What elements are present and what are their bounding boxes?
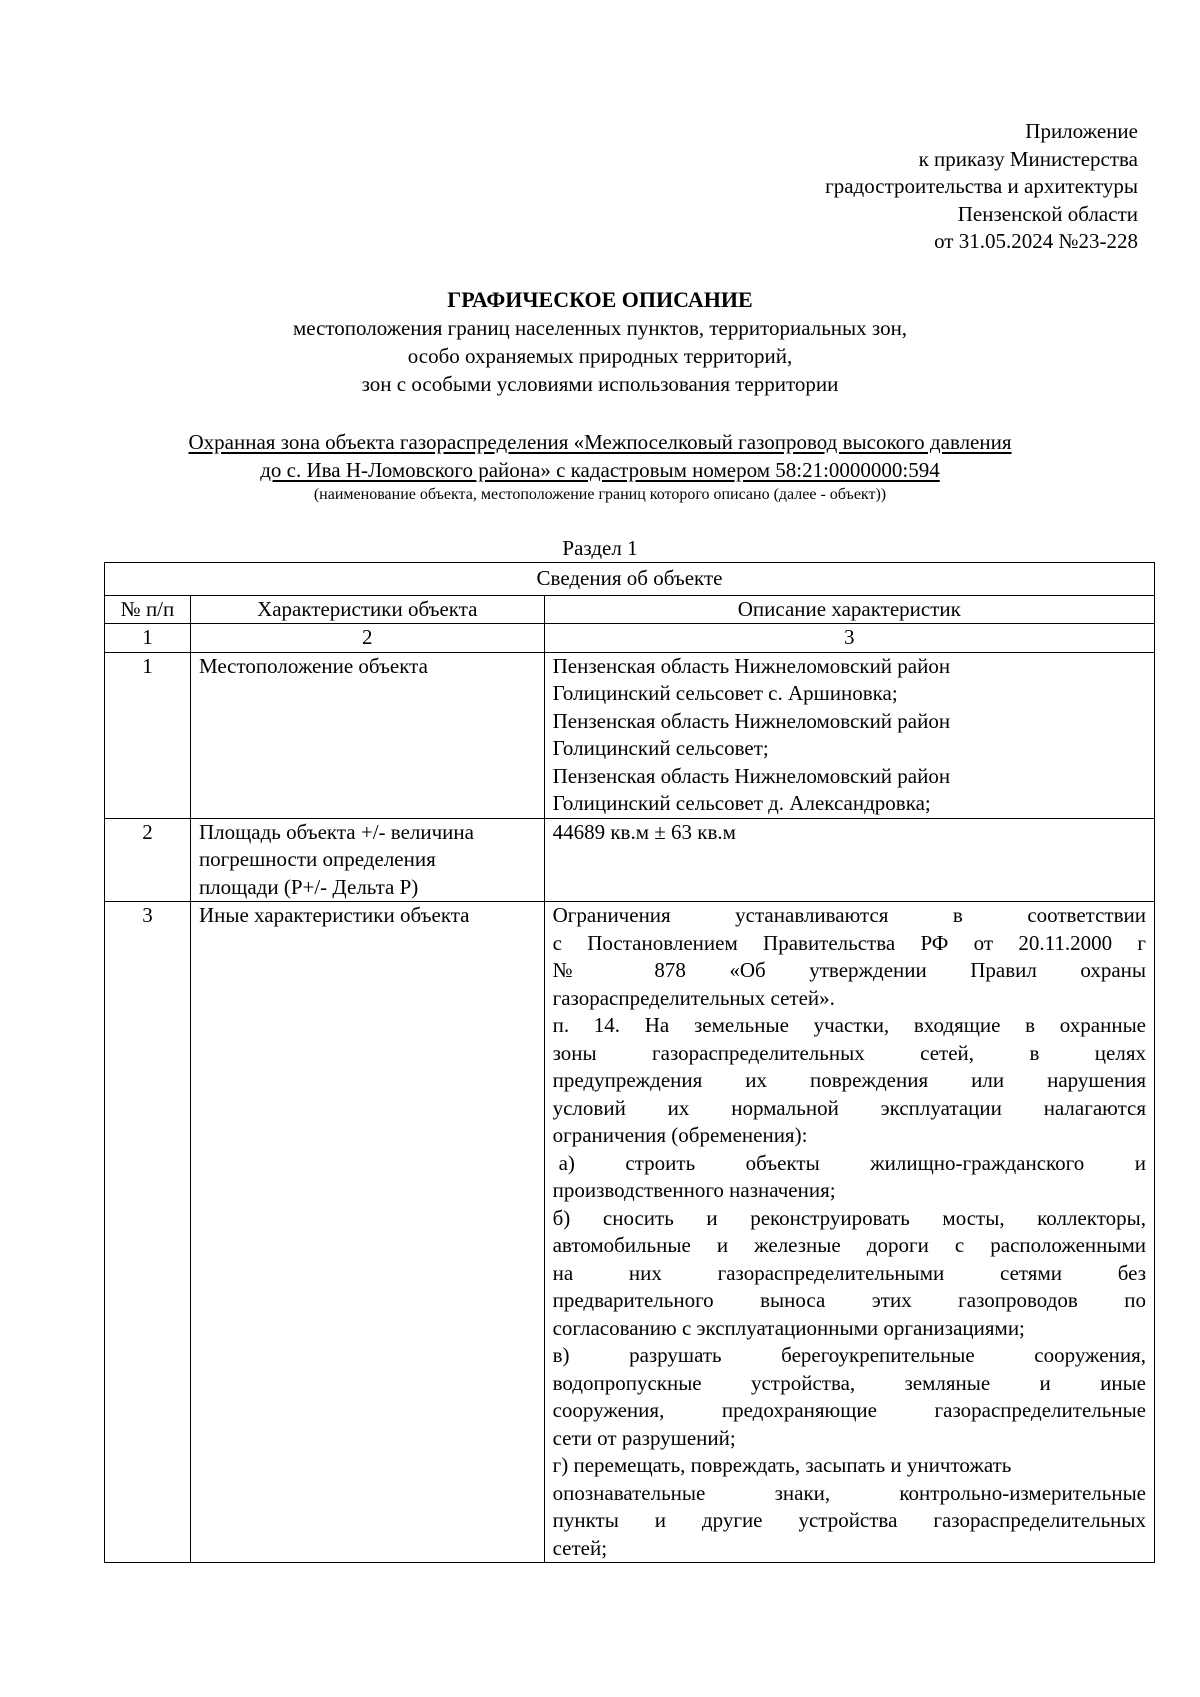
table-header-row xyxy=(105,595,1155,624)
document-subtitle-line: особо охраняемых природных территорий, xyxy=(407,344,793,368)
description-line: автомобильные и железные дороги с расположенными xyxy=(552,1233,1146,1257)
description-line: Пензенская область Нижнеломовский район xyxy=(552,763,951,788)
description-line: Голицинский сельсовет д. Александровка; xyxy=(552,791,931,815)
appendix-line: градостроительства и архитектуры xyxy=(825,174,1138,198)
object-name-hint: (наименование объекта, местоположение границ которого описано (далее - объект)) xyxy=(313,486,887,503)
description-line: п. 14. На земельные участки, входящие в охранные xyxy=(552,1013,1146,1037)
characteristic-line: погрешности определения xyxy=(198,847,436,871)
row-characteristic xyxy=(190,652,544,818)
column-number: 2 xyxy=(190,624,544,653)
section-label: Раздел 1 xyxy=(562,536,638,560)
description-line: сооружения, предохраняющие газораспределительные xyxy=(552,1398,1146,1422)
column-number: 1 xyxy=(105,624,191,653)
description-line: Пензенская область Нижнеломовский район xyxy=(552,708,951,733)
appendix-line: к приказу Министерства xyxy=(918,146,1138,171)
description-line: Ограничения устанавливаются в соответствии xyxy=(552,903,1146,927)
appendix-block xyxy=(825,118,1138,256)
description-line: согласованию с эксплуатационными организациями; xyxy=(552,1315,1025,1340)
table-row xyxy=(105,818,1155,902)
description-line: производственного назначения; xyxy=(552,1178,836,1202)
object-name-line: Охранная зона объекта газораспределения «Межпоселковый газопровод высокого давления xyxy=(188,430,1012,454)
table-title: Сведения об объекте xyxy=(105,563,1155,596)
row-number: 1 xyxy=(105,652,191,818)
description-line: опознавательные знаки, контрольно-измерительные xyxy=(552,1480,1146,1505)
description-line: предварительного выноса этих газопроводов по xyxy=(552,1288,1146,1312)
document-subtitle-line: местоположения границ населенных пунктов, территориальных зон, xyxy=(292,316,908,340)
object-name-block xyxy=(0,428,1200,505)
document-title: ГРАФИЧЕСКОЕ ОПИСАНИЕ xyxy=(447,287,753,312)
description-line: 44689 кв.м ± 63 кв.м xyxy=(552,819,736,844)
description-line: ограничения (обременения): xyxy=(552,1123,808,1147)
row-characteristic xyxy=(190,818,544,902)
characteristic-line: Иные характеристики объекта xyxy=(198,903,470,927)
description-line: Голицинский сельсовет с. Аршиновка; xyxy=(552,681,898,705)
description-line: с Постановлением Правительства РФ от 20.11.2000 г xyxy=(552,930,1146,955)
description-line: Голицинский сельсовет; xyxy=(552,736,769,760)
description-line: № 878 «Об утверждении Правил охраны xyxy=(552,958,1146,982)
description-line: б) сносить и реконструировать мосты, коллекторы, xyxy=(552,1205,1146,1230)
row-number: 3 xyxy=(105,902,191,1563)
header-characteristics: Характеристики объекта xyxy=(190,595,544,624)
document-subtitle-line: зон с особыми условиями использования территории xyxy=(361,372,839,396)
column-number: 3 xyxy=(544,624,1154,653)
description-line: в) разрушать берегоукрепительные сооружения, xyxy=(552,1343,1146,1367)
description-line: Пензенская область Нижнеломовский район xyxy=(552,653,951,678)
description-line: зоны газораспределительных сетей, в целях xyxy=(552,1040,1146,1065)
description-line: условий их нормальной эксплуатации налагаются xyxy=(552,1095,1146,1120)
description-line: водопропускные устройства, земляные и иные xyxy=(552,1370,1146,1395)
characteristic-line: Местоположение объекта xyxy=(198,653,428,678)
appendix-line: Приложение xyxy=(1025,119,1138,143)
row-number: 2 xyxy=(105,818,191,902)
characteristic-line: площади (Р+/- Дельта Р) xyxy=(198,874,419,899)
appendix-line: Пензенской области xyxy=(957,201,1138,226)
characteristic-line: Площадь объекта +/- величина xyxy=(198,819,474,844)
row-description xyxy=(544,652,1154,818)
description-line: сетей; xyxy=(552,1535,608,1560)
header-description: Описание характеристик xyxy=(544,595,1154,624)
description-line: пункты и другие устройства газораспределительных xyxy=(552,1508,1146,1532)
description-line: а) строить объекты жилищно-гражданского и xyxy=(558,1150,1146,1175)
table-row xyxy=(105,652,1155,818)
object-name-line: до с. Ива Н-Ломовского района» с кадастровым номером 58:21:0000000:594 xyxy=(260,458,940,482)
row-characteristic xyxy=(190,902,544,1563)
description-line: газораспределительных сетей». xyxy=(552,985,835,1010)
row-description xyxy=(544,818,1154,902)
description-line: предупреждения их повреждения или нарушения xyxy=(552,1068,1146,1092)
header-num: № п/п xyxy=(105,595,191,624)
table-column-numbers-row xyxy=(105,624,1155,653)
table-row xyxy=(105,902,1155,1563)
table-title-row xyxy=(105,563,1155,596)
row-description xyxy=(544,902,1154,1563)
description-line: сети от разрушений; xyxy=(552,1425,736,1450)
description-line: г) перемещать, повреждать, засыпать и уничтожать xyxy=(552,1453,1012,1477)
object-info-table xyxy=(104,562,1155,1563)
appendix-line: от 31.05.2024 №23-228 xyxy=(934,229,1138,253)
description-line: на них газораспределительными сетями без xyxy=(552,1260,1146,1285)
document-title-block xyxy=(0,286,1200,398)
